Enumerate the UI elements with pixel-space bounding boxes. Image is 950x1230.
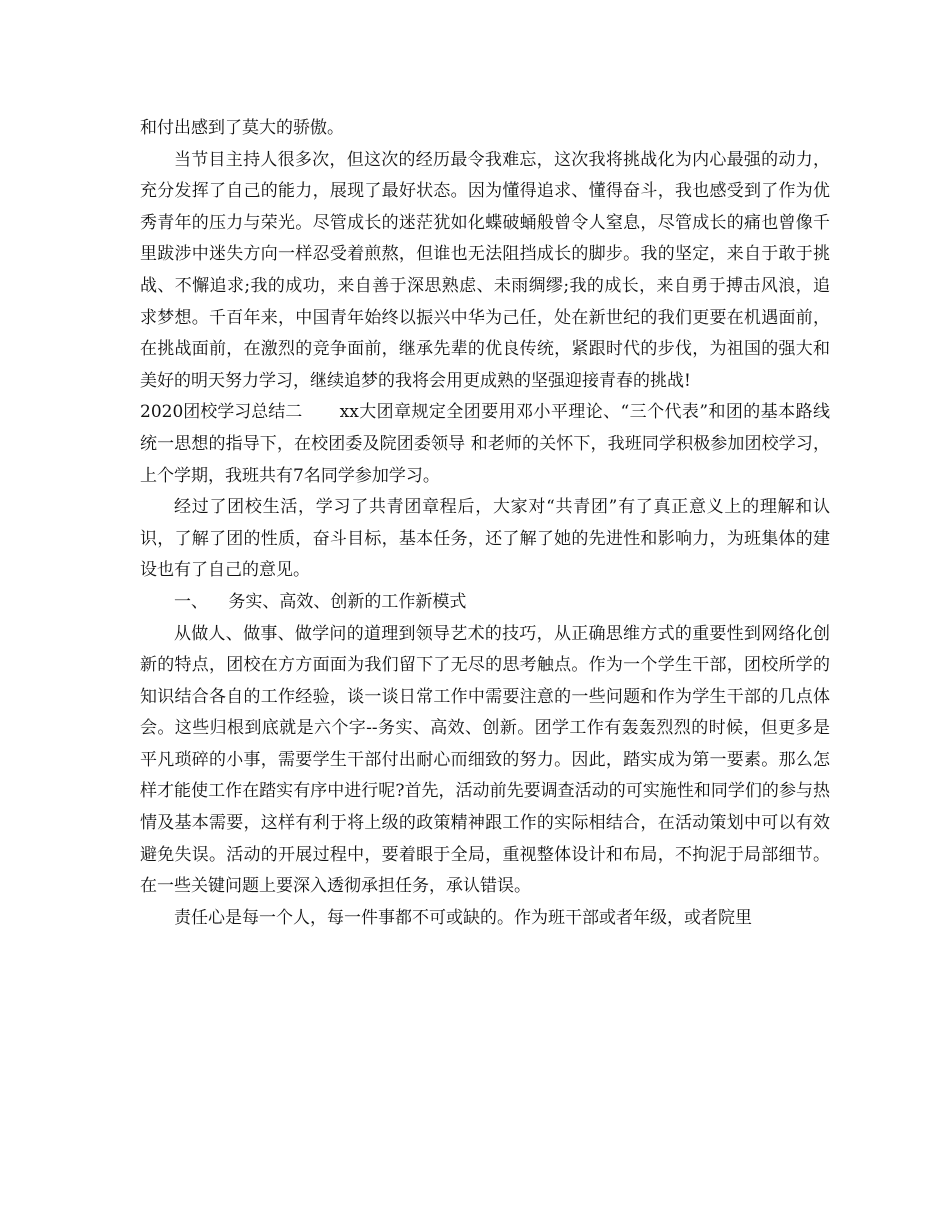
section-title: 2020团校学习总结二	[140, 402, 303, 423]
section-heading	[140, 587, 830, 619]
paragraph-7: 责任心是每一个人，每一件事都不可或缺的。作为班干部或者年级，或者院里	[174, 907, 752, 928]
heading-text: 务实、高效、创新的工作新模式	[228, 591, 467, 612]
document-body	[140, 113, 830, 934]
paragraph-3	[140, 397, 830, 492]
paragraph-6: 从做人、做事、做学问的道理到领导艺术的技巧，从正确思维方式的重要性到网络化创新的特点，团校在方方面面为我们留下了无尽的思考触点。作为一个学生干部，团校所学的知识结合各自的工作经验，谈一谈日常工作中需要注意的一些问题和作为学生干部的几点体会。这些归根到底就是六个字--务实、高效、创新。团学工作有轰轰烈烈的时候，但更多是平凡琐碎的小事，需要学生干部付出耐心而细致的努力。因此，踏实成为第一要素。那么怎样才能使工作在踏实有序中进行呢?首先，活动前先要调查活动的可实施性和同学们的参与热情及基本需要，这样有利于将上级的政策精神跟工作的实际相结合，在活动策划中可以有效避免失误。活动的开展过程中，要着眼于全局，重视整体设计和布局，不拘泥于局部细节。在一些关键问题上要深入透彻承担任务，承认错误。	[140, 623, 830, 897]
heading-number: 一、	[174, 591, 208, 612]
paragraph-4: 经过了团校生活，学习了共青团章程后，大家对“共青团”有了真正意义上的理解和认识，了解了团的性质，奋斗目标，基本任务，还了解了她的先进性和影响力，为班集体的建设也有了自己的意见。	[140, 497, 830, 581]
paragraph-3-text: xx大团章规定全团要用邓小平理论、“三个代表”和团的基本路线统一思想的指导下，在校团委及院团委领导 和老师的关怀下，我班同学积极参加团校学习，上个学期，我班共有7名同学参加学习。	[140, 402, 830, 486]
paragraph-1: 和付出感到了莫大的骄傲。	[140, 118, 344, 138]
paragraph-2: 当节目主持人很多次，但这次的经历最令我难忘，这次我将挑战化为内心最强的动力，充分发挥了自己的能力，展现了最好状态。因为懂得追求、懂得奋斗，我也感受到了作为优秀青年的压力与荣光。尽管成长的迷茫犹如化蝶破蛹般曾令人窒息，尽管成长的痛也曾像千里跋涉中迷失方向一样忍受着煎熬，但谁也无法阻挡成长的脚步。我的坚定，来自于敢于挑战、不懈追求;我的成功，来自善于深思熟虑、未雨绸缪;我的成长，来自勇于搏击风浪，追求梦想。千百年来，中国青年始终以振兴中华为己任，处在新世纪的我们更要在机遇面前，在挑战面前，在激烈的竞争面前，继承先辈的优良传统，紧跟时代的步伐，为祖国的强大和美好的明天努力学习，继续追梦的我将会用更成熟的坚强迎接青春的挑战!	[140, 149, 830, 391]
